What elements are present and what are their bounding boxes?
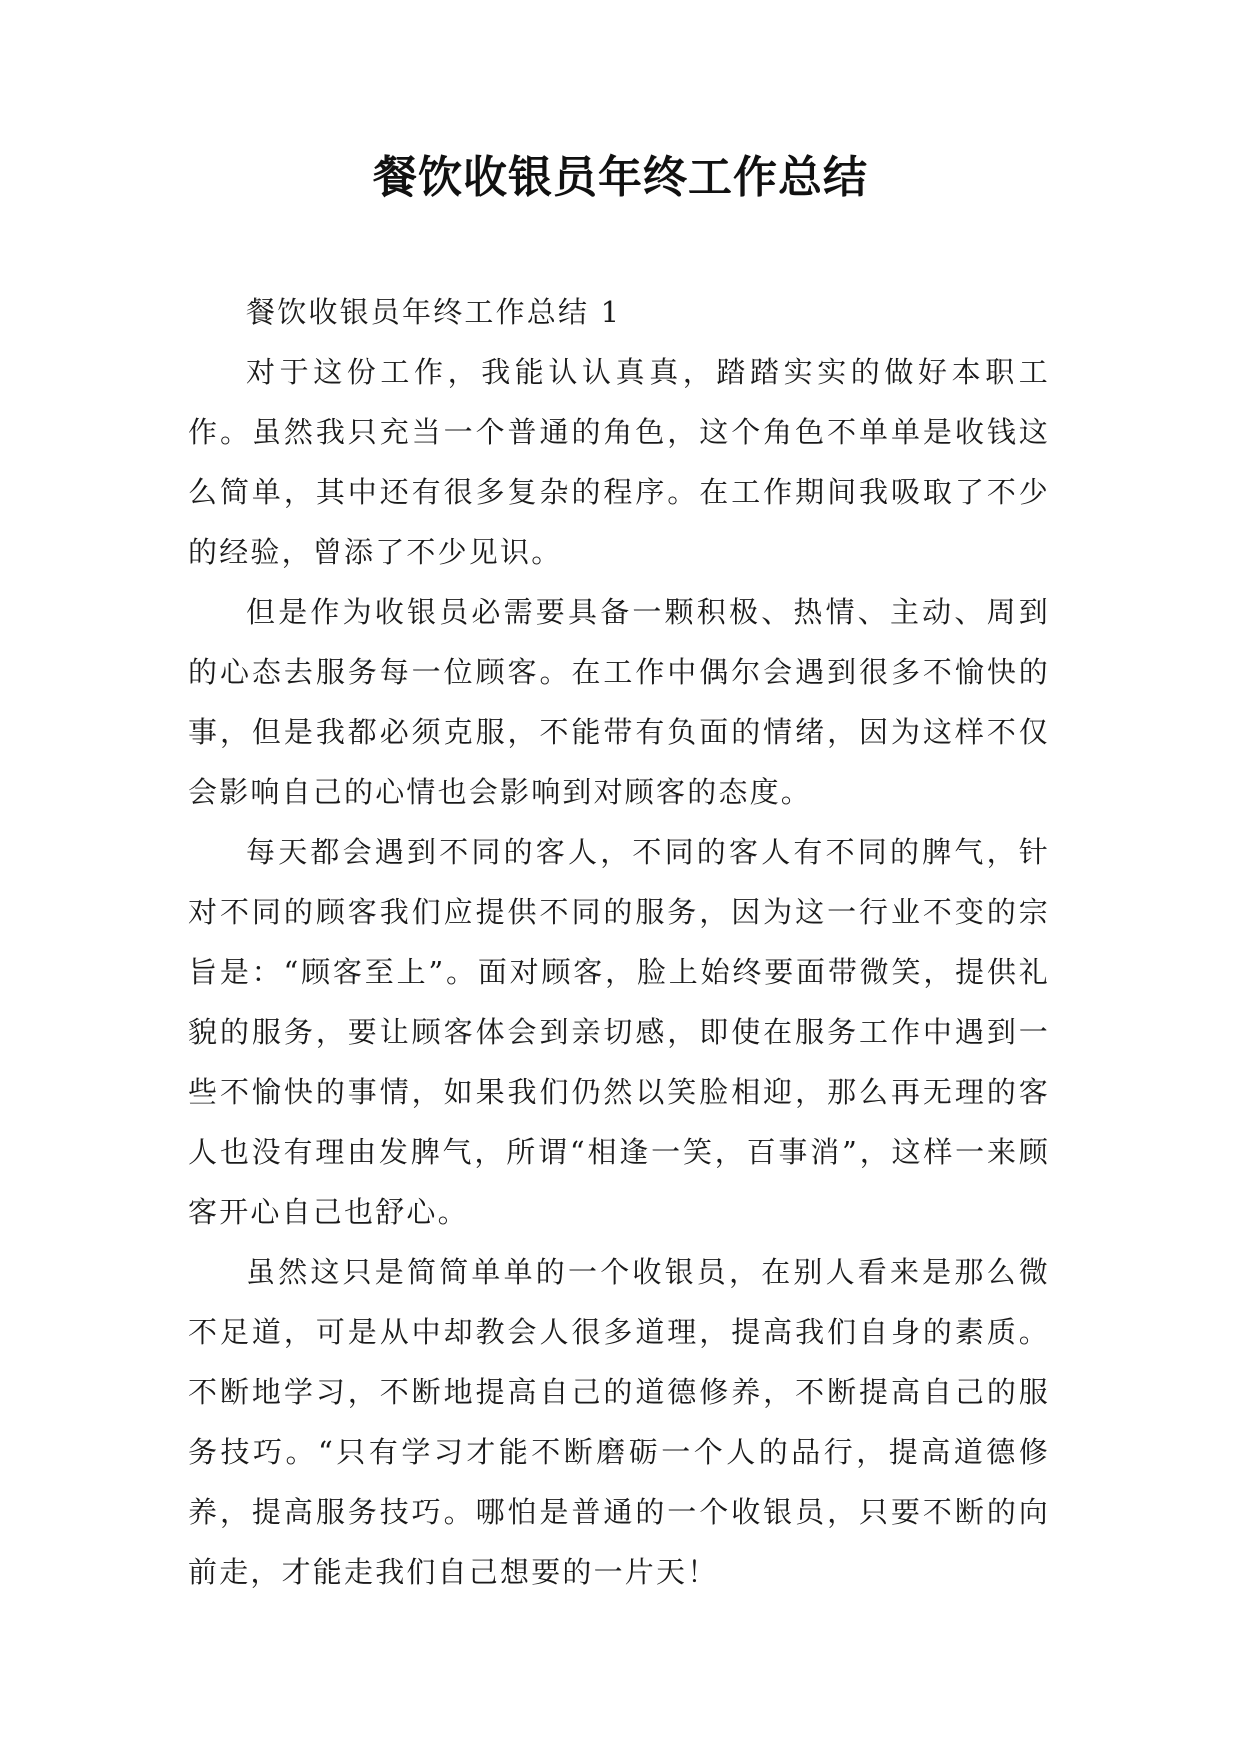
body-paragraph: 每天都会遇到不同的客人，不同的客人有不同的脾气，针对不同的顾客我们应提供不同的服务，因为这一行业不变的宗旨是：“顾客至上”。面对顾客，脸上始终要面带微笑，提供礼貌的服务，要让顾客体会到亲切感，即使在服务工作中遇到一些不愉快的事情，如果我们仍然以笑脸相迎，那么再无理的客人也没有理由发脾气，所谓“相逢一笑，百事消”，这样一来顾客开心自己也舒心。 bbox=[188, 835, 1050, 1229]
document-body bbox=[188, 282, 1050, 1602]
document-title: 餐饮收银员年终工作总结 bbox=[373, 152, 868, 203]
body-paragraph: 对于这份工作，我能认认真真，踏踏实实的做好本职工作。虽然我只充当一个普通的角色，这个角色不单单是收钱这么简单，其中还有很多复杂的程序。在工作期间我吸取了不少的经验，曾添了不少见识。 bbox=[188, 355, 1050, 569]
body-paragraph: 但是作为收银员必需要具备一颗积极、热情、主动、周到的心态去服务每一位顾客。在工作中偶尔会遇到很多不愉快的事，但是我都必须克服，不能带有负面的情绪，因为这样不仅会影响自己的心情也会影响到对顾客的态度。 bbox=[188, 595, 1050, 809]
body-paragraph: 虽然这只是简简单单的一个收银员，在别人看来是那么微不足道，可是从中却教会人很多道理，提高我们自身的素质。不断地学习，不断地提高自己的道德修养，不断提高自己的服务技巧。“只有学习才能不断磨砺一个人的品行，提高道德修养，提高服务技巧。哪怕是普通的一个收银员，只要不断的向前走，才能走我们自己想要的一片天！ bbox=[188, 1255, 1050, 1589]
section-heading: 餐饮收银员年终工作总结 1 bbox=[246, 295, 622, 329]
